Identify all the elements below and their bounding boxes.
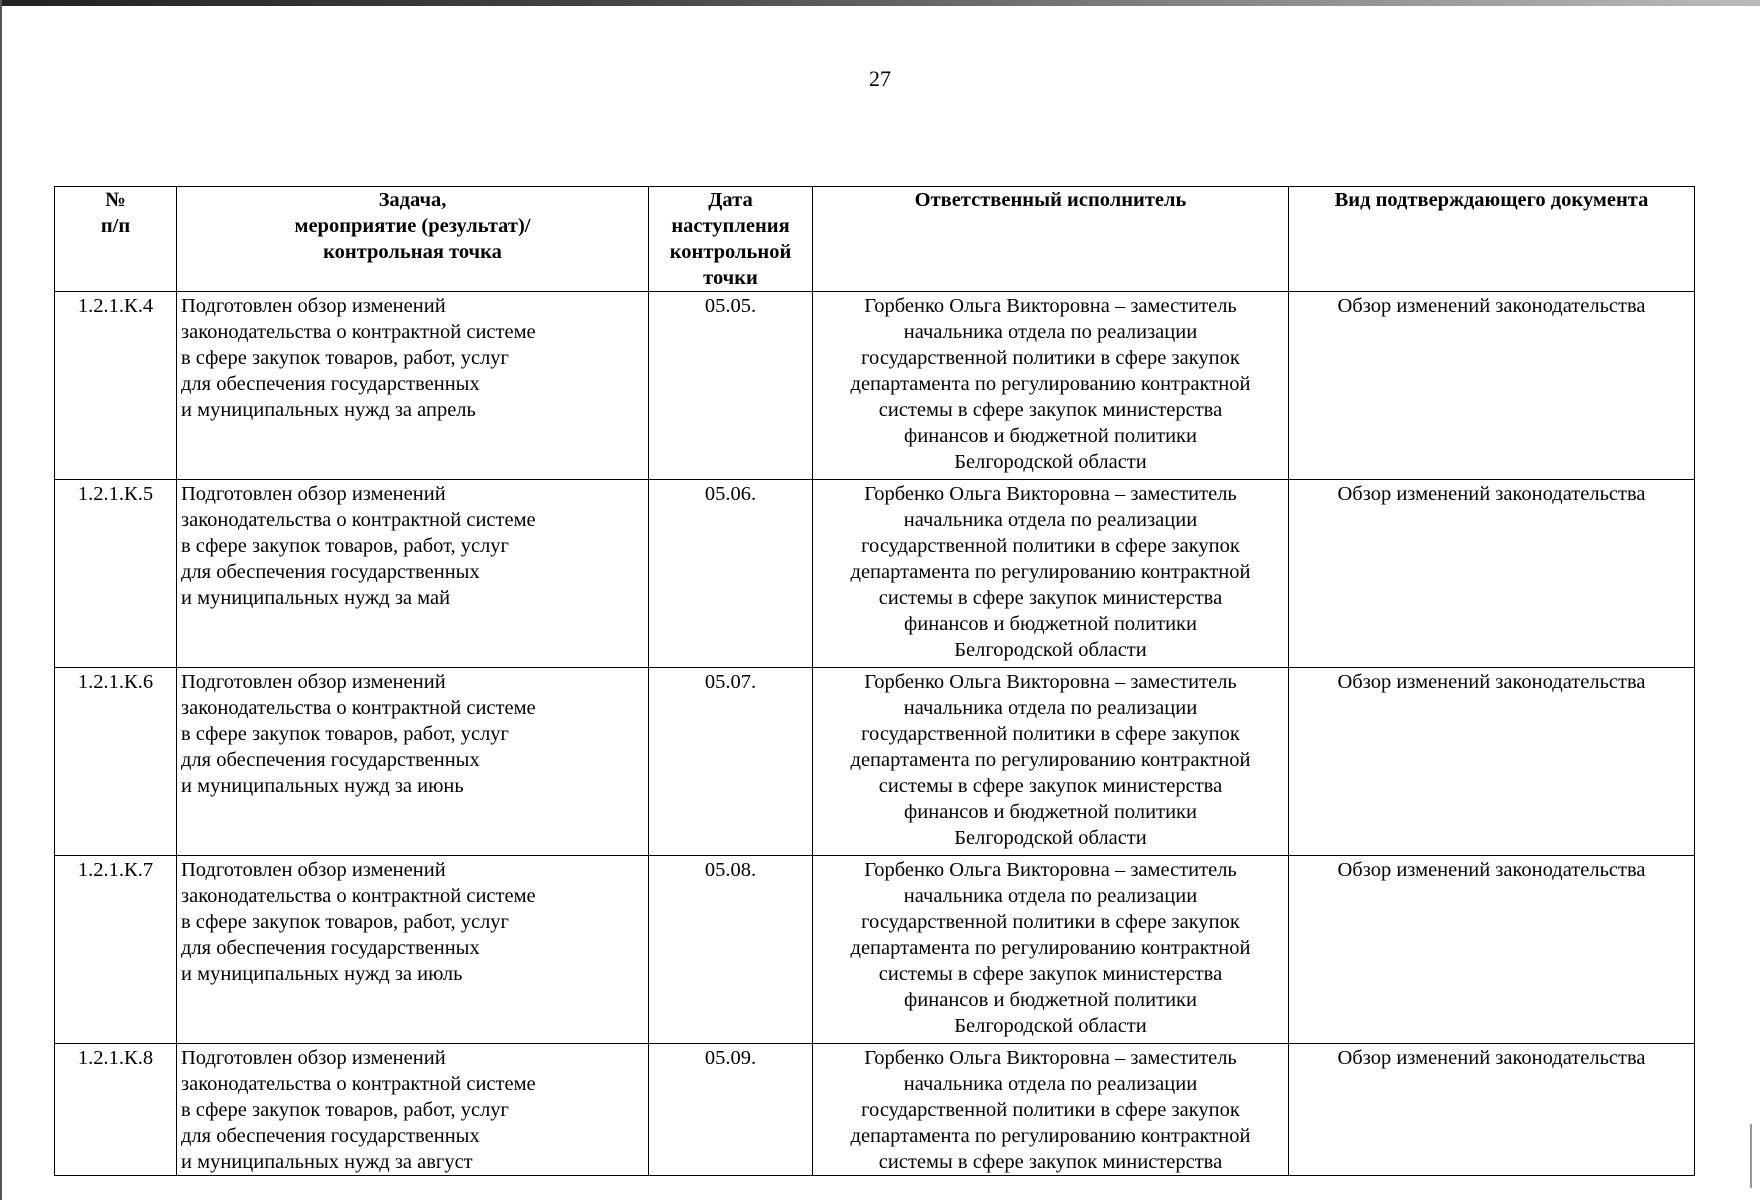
- header-document: Вид подтверждающего документа: [1289, 187, 1695, 292]
- table-row: [55, 856, 1695, 1044]
- row-date: 05.07.: [649, 668, 813, 856]
- row-num: 1.2.1.К.5: [55, 480, 177, 668]
- row-document: Обзор изменений законодательства: [1289, 668, 1695, 856]
- scan-top-edge: [0, 0, 1760, 6]
- row-task: Подготовлен обзор изменений законодательства о контрактной системе в сфере закупок товаров, работ, услуг для обеспечения государственных и муниципальных нужд за июнь: [177, 668, 649, 856]
- header-num: № п/п: [55, 187, 177, 292]
- header-responsible: Ответственный исполнитель: [813, 187, 1289, 292]
- row-responsible: Горбенко Ольга Викторовна – заместитель начальника отдела по реализации государственной политики в сфере закупок департамента по регулированию контрактной системы в сфере закупок министерства: [813, 1044, 1289, 1176]
- margin-scan-mark: [1750, 1124, 1752, 1188]
- table-row: [55, 480, 1695, 668]
- header-task: Задача, мероприятие (результат)/ контрольная точка: [177, 187, 649, 292]
- scan-left-edge: [0, 0, 2, 1200]
- row-task: Подготовлен обзор изменений законодательства о контрактной системе в сфере закупок товаров, работ, услуг для обеспечения государственных и муниципальных нужд за май: [177, 480, 649, 668]
- row-task: Подготовлен обзор изменений законодательства о контрактной системе в сфере закупок товаров, работ, услуг для обеспечения государственных и муниципальных нужд за апрель: [177, 292, 649, 480]
- table-row: [55, 668, 1695, 856]
- row-date: 05.08.: [649, 856, 813, 1044]
- control-points-table: [54, 186, 1695, 1176]
- row-date: 05.09.: [649, 1044, 813, 1176]
- row-responsible: Горбенко Ольга Викторовна – заместитель начальника отдела по реализации государственной политики в сфере закупок департамента по регулированию контрактной системы в сфере закупок министерства финансов и бюджетной политики Белгородской области: [813, 668, 1289, 856]
- row-date: 05.05.: [649, 292, 813, 480]
- row-task: Подготовлен обзор изменений законодательства о контрактной системе в сфере закупок товаров, работ, услуг для обеспечения государственных и муниципальных нужд за август: [177, 1044, 649, 1176]
- table-row: [55, 1044, 1695, 1176]
- row-num: 1.2.1.К.4: [55, 292, 177, 480]
- row-num: 1.2.1.К.6: [55, 668, 177, 856]
- page-number: 27: [869, 66, 891, 91]
- row-document: Обзор изменений законодательства: [1289, 1044, 1695, 1176]
- row-responsible: Горбенко Ольга Викторовна – заместитель начальника отдела по реализации государственной политики в сфере закупок департамента по регулированию контрактной системы в сфере закупок министерства финансов и бюджетной политики Белгородской области: [813, 856, 1289, 1044]
- row-date: 05.06.: [649, 480, 813, 668]
- row-responsible: Горбенко Ольга Викторовна – заместитель начальника отдела по реализации государственной политики в сфере закупок департамента по регулированию контрактной системы в сфере закупок министерства финансов и бюджетной политики Белгородской области: [813, 480, 1289, 668]
- table-header-row: [55, 187, 1695, 292]
- row-document: Обзор изменений законодательства: [1289, 292, 1695, 480]
- row-num: 1.2.1.К.7: [55, 856, 177, 1044]
- row-document: Обзор изменений законодательства: [1289, 480, 1695, 668]
- row-document: Обзор изменений законодательства: [1289, 856, 1695, 1044]
- row-task: Подготовлен обзор изменений законодательства о контрактной системе в сфере закупок товаров, работ, услуг для обеспечения государственных и муниципальных нужд за июль: [177, 856, 649, 1044]
- row-responsible: Горбенко Ольга Викторовна – заместитель начальника отдела по реализации государственной политики в сфере закупок департамента по регулированию контрактной системы в сфере закупок министерства финансов и бюджетной политики Белгородской области: [813, 292, 1289, 480]
- row-num: 1.2.1.К.8: [55, 1044, 177, 1176]
- header-date: Дата наступления контрольной точки: [649, 187, 813, 292]
- table-row: [55, 292, 1695, 480]
